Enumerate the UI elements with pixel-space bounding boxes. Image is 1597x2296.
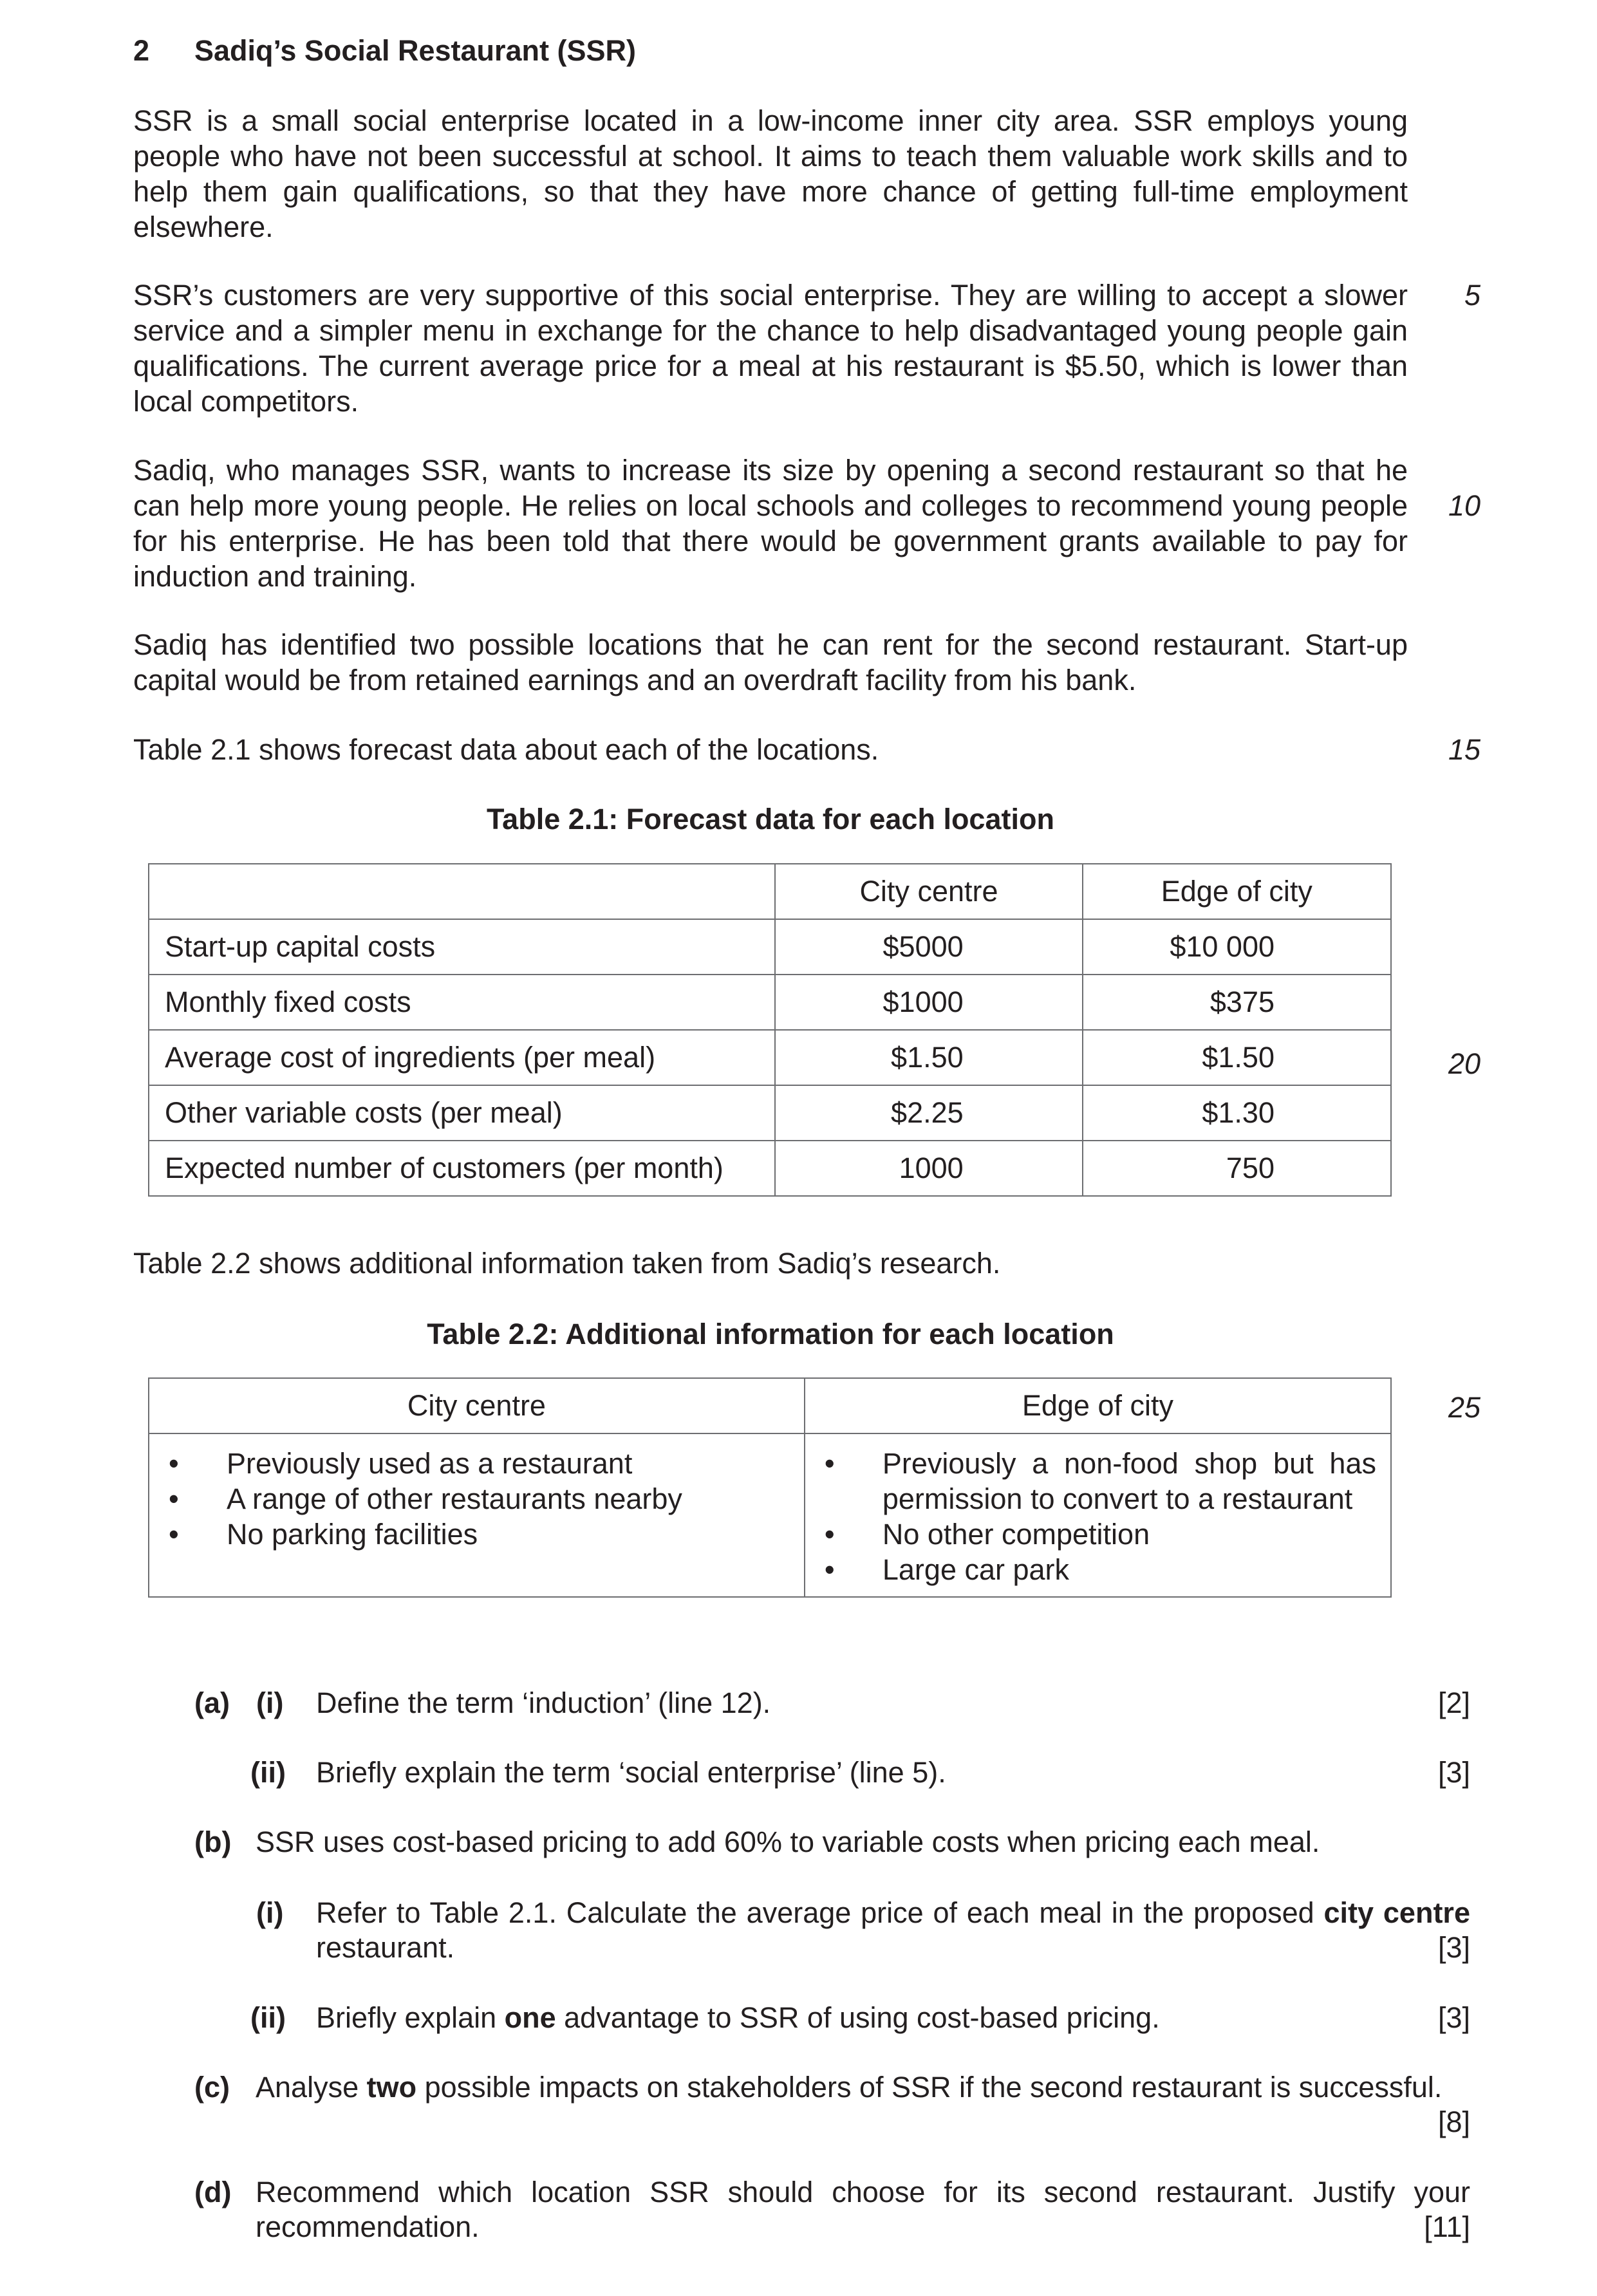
table-row bbox=[149, 1085, 1391, 1141]
table1-header-empty bbox=[149, 864, 775, 919]
table-row bbox=[149, 1141, 1391, 1196]
question-c-text-start: Analyse bbox=[256, 2071, 367, 2104]
paragraph-4: Sadiq has identified two possible locations that he can rent for the second restaurant. Start-up capital would be from retained earnings and an overdraft facility from his bank. bbox=[133, 628, 1408, 696]
table1-cell: 750 bbox=[1083, 1141, 1391, 1196]
table1-header-edge-of-city: Edge of city bbox=[1083, 864, 1391, 919]
question-c-label: (c) bbox=[194, 2071, 230, 2104]
question-d-text: Recommend which location SSR should choose for its second restaurant. Justify your bbox=[256, 2176, 1470, 2208]
question-b-ii-text-end: advantage to SSR of using cost-based pricing. bbox=[556, 2001, 1160, 2034]
question-b-ii-label: (ii) bbox=[250, 2001, 286, 2034]
line-number-5: 5 bbox=[1464, 279, 1480, 312]
table1-cell: $5000 bbox=[775, 919, 1082, 975]
table1-row-label: Monthly fixed costs bbox=[149, 975, 775, 1030]
question-b-ii-marks: [3] bbox=[1437, 2001, 1470, 2034]
question-b-ii-text bbox=[316, 2000, 1160, 2035]
question-b-text: SSR uses cost-based pricing to add 60% to variable costs when pricing each meal. bbox=[256, 1825, 1320, 1858]
table1-header-city-centre: City centre bbox=[775, 864, 1082, 919]
question-b-i-label: (i) bbox=[256, 1896, 284, 1929]
table2-header-row bbox=[149, 1378, 1391, 1433]
question-d-label: (d) bbox=[194, 2176, 232, 2208]
question-a-i-marks: [2] bbox=[1437, 1686, 1470, 1719]
table1-cell: $1.30 bbox=[1083, 1085, 1391, 1141]
paragraph-3: Sadiq, who manages SSR, wants to increase its size by opening a second restaurant so that he can help more young people. He relies on local schools and colleges to recommend young people for his enterprise. He has been told that there would be government grants available to pay for induction and training. bbox=[133, 454, 1408, 593]
list-item: • Previously used as a restaurant bbox=[149, 1446, 804, 1481]
table1-cell: $1.50 bbox=[775, 1030, 1082, 1085]
question-a-label: (a) bbox=[194, 1686, 230, 1719]
question-b-i-text-end: restaurant. bbox=[316, 1931, 455, 1964]
table1-cell: $375 bbox=[1083, 975, 1391, 1030]
table2-header-city-centre: City centre bbox=[149, 1378, 805, 1433]
question-c-text bbox=[256, 2069, 1470, 2105]
table1-cell: 1000 bbox=[775, 1141, 1082, 1196]
table1-row-label: Other variable costs (per meal) bbox=[149, 1085, 775, 1141]
list-item: • Previously a non-food shop but has permission to convert to a restaurant bbox=[805, 1446, 1376, 1517]
line-number-10: 10 bbox=[1448, 489, 1480, 522]
question-number: 2 bbox=[133, 34, 150, 67]
question-b-i-text-start: Refer to Table 2.1. Calculate the average price of each meal in the proposed bbox=[316, 1896, 1324, 1929]
paragraph-1: SSR is a small social enterprise located in a low-income inner city area. SSR employs young people who have not been successful at school. It aims to teach them valuable work skills and to help them gain qualifications, so that they have more chance of getting full-time employment elsewhere. bbox=[133, 104, 1408, 243]
paragraph-2: SSR’s customers are very supportive of this social enterprise. They are willing to accept a slower service and a simpler menu in exchange for the chance to help disadvantaged young people gain qualifications. The current average price for a meal at his restaurant is $5.50, which is lower than local competitors. bbox=[133, 279, 1408, 418]
table1-cell: $1000 bbox=[775, 975, 1082, 1030]
question-d-text-continued: recommendation. bbox=[256, 2210, 480, 2243]
case-title: Sadiq’s Social Restaurant (SSR) bbox=[194, 34, 637, 67]
table-row bbox=[149, 1030, 1391, 1085]
question-d-marks: [11] bbox=[1424, 2210, 1470, 2243]
table2-city-centre-cell bbox=[149, 1433, 805, 1597]
question-a-ii-label: (ii) bbox=[250, 1756, 286, 1789]
question-a-i-label: (i) bbox=[256, 1686, 284, 1719]
list-item: • No parking facilities bbox=[149, 1517, 804, 1552]
question-c-text-emphasis: two bbox=[366, 2071, 417, 2104]
table1-row-label: Start-up capital costs bbox=[149, 919, 775, 975]
table2-edge-of-city-cell bbox=[805, 1433, 1391, 1597]
table2-intro: Table 2.2 shows additional information taken from Sadiq’s research. bbox=[133, 1247, 1001, 1280]
table1-row-label: Expected number of customers (per month) bbox=[149, 1141, 775, 1196]
question-a-i-text: Define the term ‘induction’ (line 12). bbox=[316, 1686, 771, 1719]
table2-body-row bbox=[149, 1433, 1391, 1597]
city-centre-list bbox=[149, 1434, 804, 1561]
table1-cell: $10 000 bbox=[1083, 919, 1391, 975]
question-b-label: (b) bbox=[194, 1825, 232, 1858]
table1-row-label: Average cost of ingredients (per meal) bbox=[149, 1030, 775, 1085]
table-row bbox=[149, 975, 1391, 1030]
question-c-marks: [8] bbox=[1437, 2105, 1470, 2138]
table1 bbox=[148, 863, 1392, 1197]
table2-header-edge-of-city: Edge of city bbox=[805, 1378, 1391, 1433]
question-b-i-marks: [3] bbox=[1437, 1931, 1470, 1964]
paragraph-5: Table 2.1 shows forecast data about each of the locations. bbox=[133, 733, 879, 766]
table-row bbox=[149, 919, 1391, 975]
list-item: • Large car park bbox=[805, 1552, 1376, 1587]
question-a-ii-text: Briefly explain the term ‘social enterprise’ (line 5). bbox=[316, 1756, 946, 1789]
question-c-text-end: possible impacts on stakeholders of SSR if the second restaurant is successful. bbox=[416, 2071, 1443, 2104]
table2 bbox=[148, 1377, 1392, 1598]
question-b-ii-text-emphasis: one bbox=[504, 2001, 556, 2034]
question-a-ii-marks: [3] bbox=[1437, 1756, 1470, 1789]
table1-cell: $2.25 bbox=[775, 1085, 1082, 1141]
question-b-ii-text-start: Briefly explain bbox=[316, 2001, 505, 2034]
list-item: • A range of other restaurants nearby bbox=[149, 1481, 804, 1517]
question-b-i-text-emphasis: city centre bbox=[1323, 1896, 1470, 1929]
question-b-i-text bbox=[316, 1895, 1470, 1930]
table1-header-row bbox=[149, 864, 1391, 919]
table1-caption: Table 2.1: Forecast data for each location bbox=[487, 803, 1054, 835]
list-item: • No other competition bbox=[805, 1517, 1376, 1552]
edge-of-city-list bbox=[805, 1434, 1390, 1596]
table2-caption: Table 2.2: Additional information for each location bbox=[427, 1318, 1114, 1350]
line-number-20: 20 bbox=[1448, 1047, 1480, 1080]
line-number-25: 25 bbox=[1448, 1391, 1480, 1424]
line-number-15: 15 bbox=[1448, 733, 1480, 766]
table1-cell: $1.50 bbox=[1083, 1030, 1391, 1085]
